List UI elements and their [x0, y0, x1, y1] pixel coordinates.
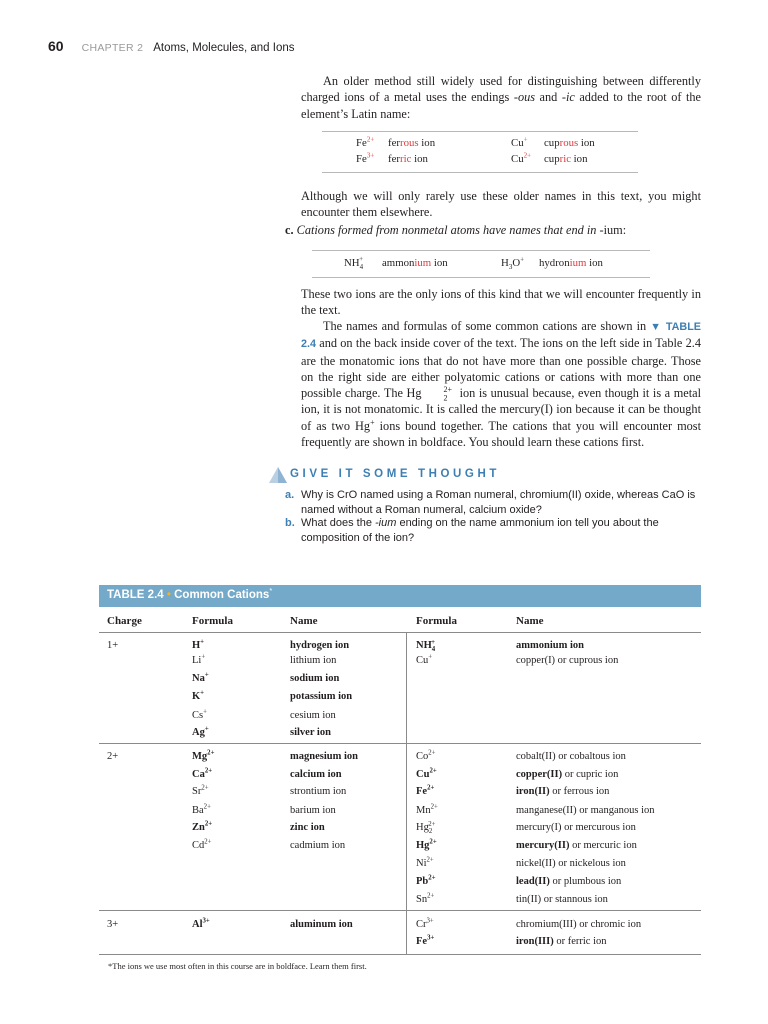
cell-formula: Cu+: [416, 653, 433, 666]
latin-table-bottom-rule: [322, 172, 638, 173]
cell-name: chromium(III) or chromic ion: [516, 919, 642, 930]
table-2-4-reference-link[interactable]: ▼ TABLE 2.4: [301, 321, 702, 351]
cell-name: barium ion: [290, 805, 336, 816]
latin-row-2-left-name: ferric ion: [388, 153, 428, 165]
cell-name: aluminum ion: [290, 919, 353, 930]
cell-name: magnesium ion: [290, 751, 358, 762]
cell-name: copper(I) or cuprous ion: [516, 655, 619, 666]
cell-name: manganese(II) or manganous ion: [516, 805, 655, 816]
header-charge: Charge: [107, 615, 142, 627]
cell-name: copper(II) or cupric ion: [516, 769, 619, 780]
charge-2plus: 2+: [107, 751, 119, 762]
cell-name: lead(II) or plumbous ion: [516, 876, 622, 887]
header-name-2: Name: [516, 615, 544, 627]
nonmetal-table-bottom-rule: [312, 277, 650, 278]
cell-formula: Cs+: [192, 708, 207, 721]
cell-formula: $Fe^{2+}$: [416, 784, 435, 797]
table-bottom-rule: [99, 954, 701, 955]
give-it-thought-question-b: b. What does the -ium ending on the name ammonium ion tell you about the composition of the ion?: [285, 517, 659, 544]
latin-row-2-right: $Cu^{2+}$: [511, 151, 532, 165]
item-c: c. Cations formed from nonmetal atoms have names that end in -ium:: [285, 223, 627, 237]
latin-row-1-left-name: ferrous ion: [388, 137, 436, 149]
header-name: Name: [290, 615, 318, 627]
cell-name: iron(III) or ferric ion: [516, 936, 607, 947]
cell-name: mercury(II) or mercuric ion: [516, 840, 637, 851]
table-column-divider: [406, 632, 407, 954]
cell-formula: H+: [192, 638, 205, 651]
cell-formula: $Ni^{2+}$: [416, 856, 434, 869]
cell-formula: $Cu^{2+}$: [416, 767, 437, 780]
cell-name: lithium ion: [290, 655, 337, 666]
latin-row-1-left: $Fe^{2+}$: [356, 135, 375, 149]
cell-formula: $Co^{2+}$: [416, 749, 436, 762]
cell-formula: Ag+: [192, 725, 209, 738]
cell-name: cobalt(II) or cobaltous ion: [516, 751, 626, 762]
cell-name: cadmium ion: [290, 840, 346, 851]
cell-name: ammonium ion: [516, 640, 584, 651]
cell-formula: $Hg^{2+}$: [416, 838, 437, 851]
these-two-paragraph: These two ions are the only ions of this kind that we will encounter frequently in the text.: [301, 287, 701, 318]
cell-name: potassium ion: [290, 691, 353, 702]
give-it-thought-question-a: a. Why is CrO named using a Roman numeral, chromium(II) oxide, whereas CaO is named without a Roman numeral, calcium oxide?: [285, 489, 696, 516]
cell-formula: $Sn^{2+}$: [416, 892, 435, 905]
cell-formula: Li+: [192, 653, 206, 666]
cell-name: tin(II) or stannous ion: [516, 894, 608, 905]
group-rule: [99, 743, 701, 744]
header-rule: [99, 632, 701, 633]
latin-row-2-left: $Fe^{3+}$: [356, 151, 375, 165]
give-it-thought-title: GIVE IT SOME THOUGHT: [290, 468, 501, 480]
cell-name: calcium ion: [290, 769, 342, 780]
cell-formula: $Sr^{2+}$: [192, 784, 209, 797]
charge-1plus: 1+: [107, 640, 119, 651]
cell-formula: $Mg^{2+}$: [192, 749, 215, 762]
cell-formula: $Pb^{2+}$: [416, 874, 436, 887]
cell-formula: $Al^{3+}$: [192, 917, 210, 930]
cell-name: zinc ion: [290, 822, 325, 833]
page-header: [48, 38, 294, 56]
cell-name: hydrogen ion: [290, 640, 350, 651]
nonmetal-table-top-rule: [312, 250, 650, 251]
cell-formula: $Zn^{2+}$: [192, 820, 213, 833]
cell-formula: $Fe^{3+}$: [416, 934, 435, 947]
cell-name: silver ion: [290, 727, 331, 738]
cell-name: strontium ion: [290, 786, 347, 797]
cell-formula: K+: [192, 689, 205, 702]
latin-row-1-right-name: cuprous ion: [544, 137, 595, 149]
header-formula-2: Formula: [416, 615, 457, 627]
hydronium-formula: $H_3O^+$: [501, 255, 525, 272]
cell-formula: $Ca^{2+}$: [192, 767, 213, 780]
chapter-title: Atoms, Molecules, and Ions: [153, 42, 295, 54]
cell-formula: Na+: [192, 671, 209, 684]
ammonium-name: ammonium ion: [382, 257, 448, 269]
table-footnote: *The ions we use most often in this course are in boldface. Learn them first.: [108, 961, 367, 971]
page-number: 60: [48, 38, 64, 54]
triangle-icon: [268, 466, 288, 484]
hydronium-name: hydronium ion: [539, 257, 603, 269]
cell-name: sodium ion: [290, 673, 340, 684]
cell-name: nickel(II) or nickelous ion: [516, 858, 626, 869]
chapter-label: CHAPTER 2: [81, 42, 144, 54]
cell-name: iron(II) or ferrous ion: [516, 786, 610, 797]
cell-formula: $Cd^{2+}$: [192, 838, 212, 851]
cell-formula: $Mn^{2+}$: [416, 803, 438, 816]
latin-row-2-right-name: cupric ion: [544, 153, 588, 165]
cell-name: cesium ion: [290, 710, 336, 721]
older-names-paragraph: Although we will only rarely use these older names in this text, you might encounter them elsewhere.: [301, 189, 701, 220]
cell-name: mercury(I) or mercurous ion: [516, 822, 636, 833]
names-paragraph: The names and formulas of some common cations are shown in ▼ TABLE 2.4 and on the back inside cover of the text. The ions on the left side in Table 2.4 are the monatomic ions that do not have more than one possible charge. Those on the right side are either polyatomic cations or cations with more than one possible charge. The Hg $_2^{2+}$ ion is unusual because, even though it is a metal ion, it is not monatomic. It is called the mercury(I) ion because it can be thought of as two Hg+ ions bound together. The cations that you will encounter most frequently are shown in boldface. You should learn these cations first.: [301, 319, 702, 450]
table-title: TABLE 2.4 • Common Cations*: [107, 586, 273, 601]
cell-formula: $Hg_2^{2+}$: [416, 820, 436, 836]
latin-row-1-right: Cu+: [511, 135, 528, 149]
intro-paragraph: An older method still widely used for distinguishing between differently charged ions of a metal uses the endings -ous and -ic added to the root of the element’s Latin name:: [301, 74, 701, 121]
header-formula: Formula: [192, 615, 233, 627]
group-rule: [99, 910, 701, 911]
latin-table-top-rule: [322, 131, 638, 132]
ammonium-formula: $NH_4^+$: [344, 255, 364, 272]
charge-3plus: 3+: [107, 919, 119, 930]
cell-formula: $Ba^{2+}$: [192, 803, 211, 816]
cell-formula: $NH_4^+$: [416, 638, 436, 654]
cell-formula: $Cr^{3+}$: [416, 917, 434, 930]
